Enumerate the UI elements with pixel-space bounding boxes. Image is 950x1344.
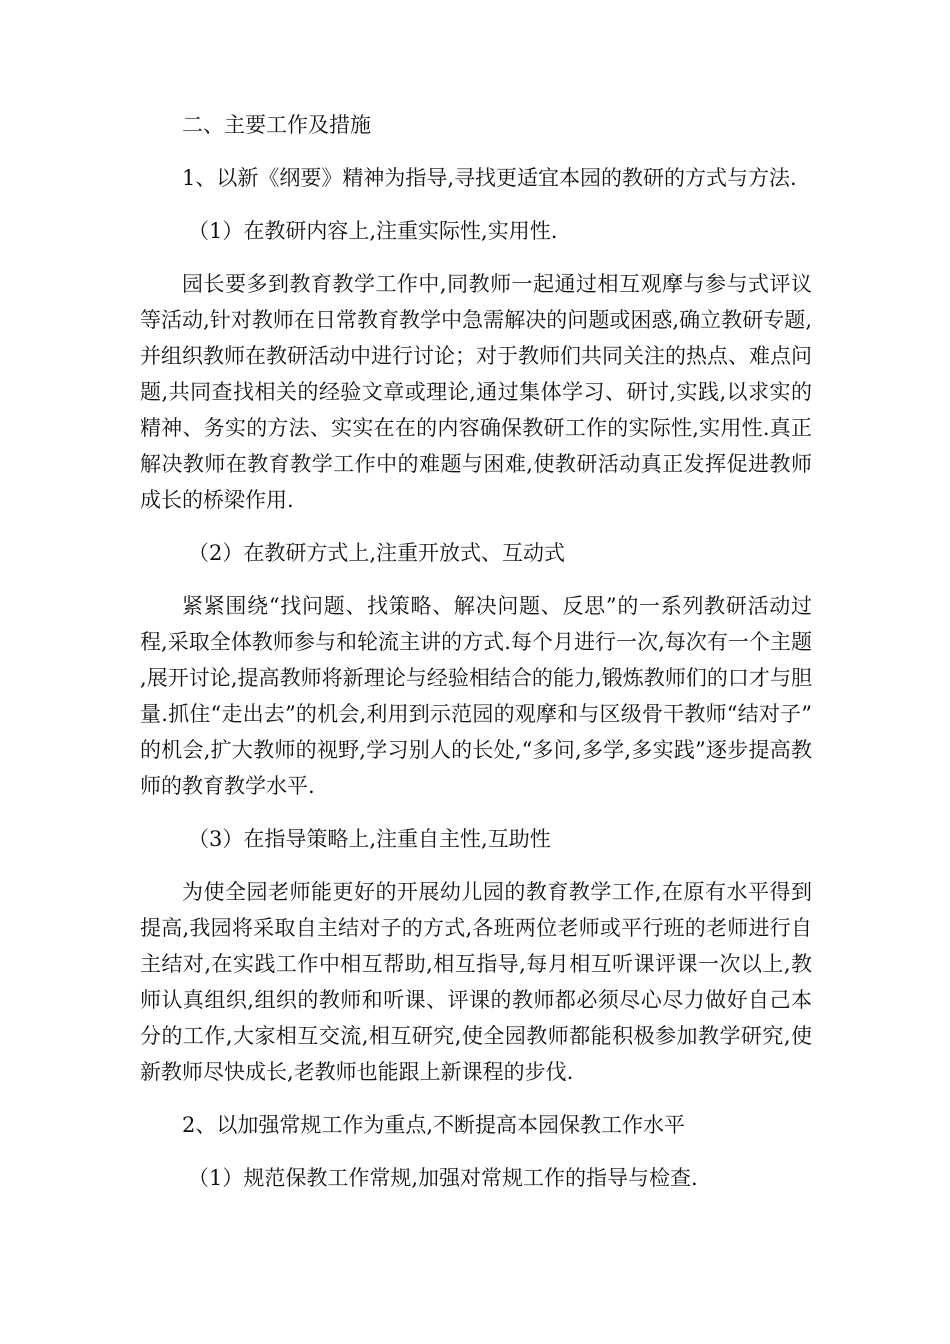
item-1-heading: 1、以新《纲要》精神为指导,寻找更适宜本园的教研的方式与方法. [182, 166, 797, 190]
item-1-3-heading: （3）在指导策略上,注重自主性,互助性 [188, 827, 551, 851]
section-heading: 二、主要工作及措施 [182, 113, 371, 137]
item-2-1-heading: （1）规范保教工作常规,加强对常规工作的指导与检查. [188, 1166, 698, 1190]
item-1-3-paragraph: 为使全园老师能更好的开展幼儿园的教育教学工作,在原有水平得到提高,我园将采取自主结对子的方式,各班两位老师或平行班的老师进行自主结对,在实践工作中相互帮助,相互指导,每月相互听课评课一次以上,教师认真组织,组织的教师和听课、评课的教师都必须尽心尽力做好自己本分的工作,大家相互交流,相互研究,使全园教师都能积极参加教学研究,使新教师尽快成长,老教师也能跟上新课程的步伐. [140, 880, 812, 1084]
item-1-1-paragraph: 园长要多到教育教学工作中,同教师一起通过相互观摩与参与式评议等活动,针对教师在日常教育教学中急需解决的问题或困惑,确立教研专题,并组织教师在教研活动中进行讨论；对于教师们共同关注的热点、难点问题,共同查找相关的经验文章或理论,通过集体学习、研讨,实践,以求实的精神、务实的方法、实实在在的内容确保教研工作的实际性,实用性.真正解决教师在教育教学工作中的难题与困难,使教研活动真正发挥促进教师成长的桥梁作用. [140, 272, 812, 512]
item-1-1-heading: （1）在教研内容上,注重实际性,实用性. [188, 219, 558, 243]
document-body [140, 107, 812, 1196]
item-2-heading: 2、以加强常规工作为重点,不断提高本园保教工作水平 [182, 1113, 686, 1137]
item-1-2-heading: （2）在教研方式上,注重开放式、互动式 [188, 541, 566, 565]
item-1-2-paragraph: 紧紧围绕“找问题、找策略、解决问题、反思”的一系列教研活动过程,采取全体教师参与和轮流主讲的方式.每个月进行一次,每次有一个主题,展开讨论,提高教师将新理论与经验相结合的能力,锻炼教师们的口才与胆量.抓住“走出去”的机会,利用到示范园的观摩和与区级骨干教师“结对子”的机会,扩大教师的视野,学习别人的长处,“多问,多学,多实践”逐步提高教师的教育教学水平. [140, 594, 812, 798]
